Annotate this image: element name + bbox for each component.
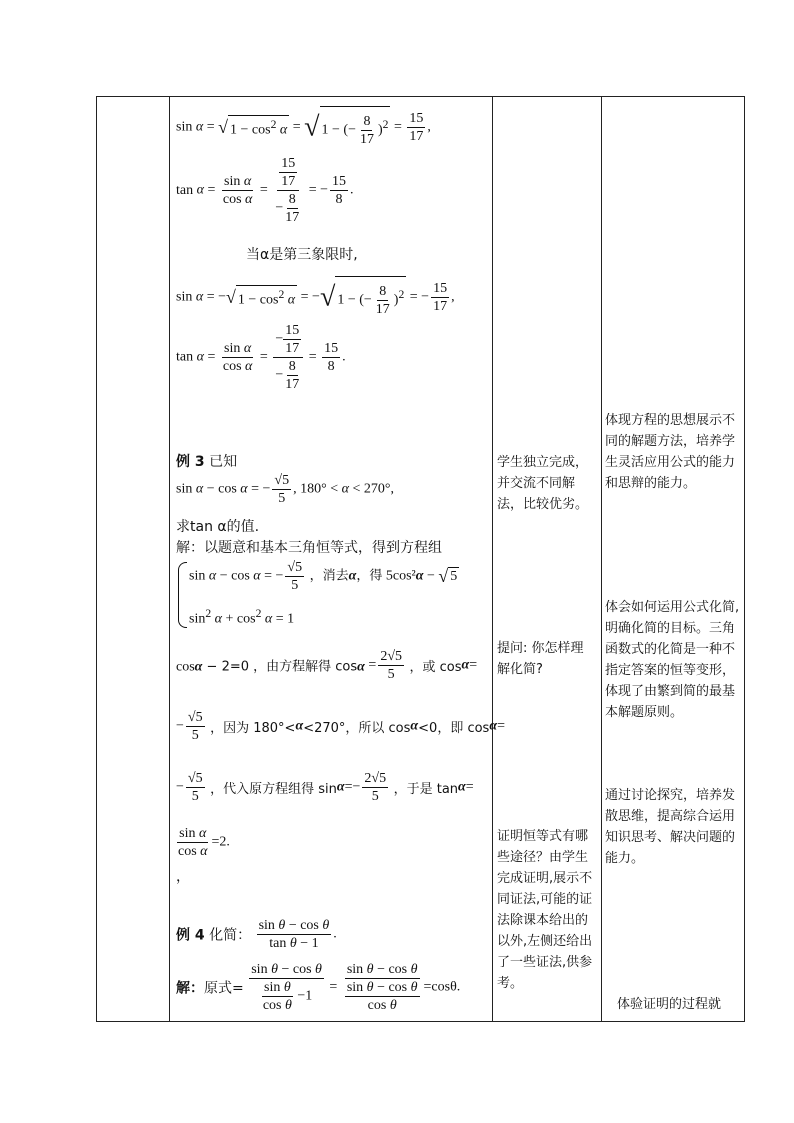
substitute-line: − $\frac{√5}{5}$ ，代入原方程组得 sinα=− $\frac{2√5}{5}$ ，于是 tanα= <box>176 771 474 804</box>
result-two-line: $\frac{\text{sin α}}{\text{cos α}}$ =2. <box>178 826 230 859</box>
equation-tan-second: tan α = $\frac{\text{sin α}}{\text{cos α}}$ = − $\frac{15}{17}$ − $\frac{8}{17}$ = $\frac{15}{8}$ . <box>176 323 346 392</box>
design-intent-2: 体会如何运用公式化简,明确化简的目标。三角函数式的化简是一种不指定答案的恒等变形，体现了由繁到简的最基本解题原则。 <box>605 600 740 720</box>
stray-comma: ， <box>176 869 190 885</box>
system-brace <box>178 562 187 628</box>
because-line: − $\frac{√5}{5}$ ，因为 180°<α<270°，所以 cosα<0，即 cosα= <box>176 710 505 743</box>
system-equation-2: $\sin^2 \alpha + \cos^2 \alpha = 1$ <box>189 607 295 627</box>
example-4-problem: 例 4 化简： $\frac{\text{sin θ − cos θ}}{\text{tan θ − 1}}$ . <box>176 918 337 951</box>
example-3-heading: 例 3 已知 <box>176 454 238 470</box>
equation-tan-first: tan α = $\frac{\text{sin α}}{\text{cos α}}$ = $\frac{15}{17}$ − $\frac{8}{17}$ = − $\frac{15}{8}$ . <box>176 156 354 225</box>
design-intent-3: 通过讨论探究，培养发散思维，提高综合运用知识思考、解决问题的能力。 <box>605 788 736 866</box>
third-quadrant-text: 当α是第三象限时, <box>246 247 358 263</box>
example-3-find: 求tan α的值. <box>176 519 260 535</box>
column-divider <box>601 97 602 1021</box>
example-3-condition: sin α − cos α = − $\frac{√5}{5}$ , 180° < α < 270°, <box>176 473 394 506</box>
column-divider <box>492 97 493 1021</box>
student-activity-2: 提问: 你怎样理解化简? <box>497 641 584 677</box>
solve-cos-line: cosα − 2=0 ，由方程解得 cosα = $\frac{2√5}{5}$ ，或 cosα= <box>176 649 478 682</box>
example-4-solution: 解：原式= sin θ − cos θ $\frac{\text{sin θ}}{\text{cos θ}}$ −1 = $\frac{\text{sin θ − cos θ}}{\frac{\text{sin θ − cos θ}}{\text{cos θ}}}$ =cosθ. <box>176 962 461 1013</box>
example-3-solution-intro: 解：以题意和基本三角恒等式，得到方程组 <box>176 540 442 556</box>
design-intent-1: 体现方程的思想展示不同的解题方法，培养学生灵活应用公式的能力和思辩的能力。 <box>605 413 736 491</box>
equation-sin-second: sin α = −√ $1 - \cos^2 \alpha$ = −√ 1 − (− $\frac{8}{17}$ )$^2$ = − $\frac{15}{17}$ , <box>176 276 455 319</box>
column-divider <box>169 97 170 1021</box>
design-intent-4: 体验证明的过程就 <box>617 997 722 1012</box>
student-activity-1: 学生独立完成，并交流不同解法，比较优劣。 <box>497 455 589 512</box>
system-equation-1: sin α − cos α = − $\frac{√5}{5}$ ，消去α，得 5cos²α − √ 5 <box>189 560 458 593</box>
equation-sin-first: sin α = √ $1 - \cos^2 \alpha$ = √ 1 − (− $\frac{8}{17}$ )$^2$ = $\frac{15}{17}$ , <box>176 106 431 149</box>
student-activity-3: 证明恒等式有哪些途径？由学生完成证明,展示不同证法,可能的证法除课本给出的以外,左侧还给出了一些证法,供参考。 <box>497 829 593 991</box>
